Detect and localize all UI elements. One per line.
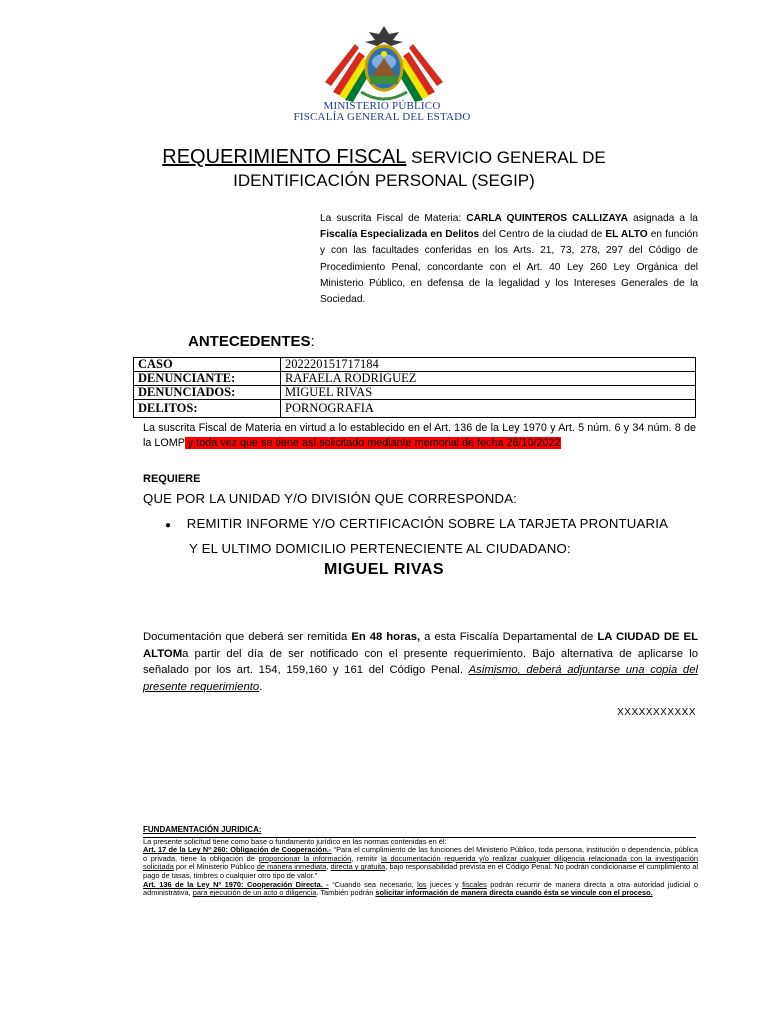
requiere-line-2: REMITIR INFORME Y/O CERTIFICACIÓN SOBRE LA TARJETA PRONTUARIA bbox=[186, 516, 669, 531]
title-main: REQUERIMIENTO FISCAL bbox=[162, 146, 407, 168]
fiscal-name: CARLA QUINTEROS CALLIZAYA bbox=[466, 213, 628, 224]
bullet-icon: ● bbox=[165, 520, 172, 531]
copy-note: Asimismo, deberá adjuntarse una copia del presente requerimiento bbox=[143, 664, 698, 693]
art-136-paragraph bbox=[143, 881, 698, 898]
deadline: En 48 horas, bbox=[351, 631, 421, 643]
intro-text: del Centro de la ciudad de bbox=[479, 229, 606, 241]
highlighted-request-text: y toda vez que se tiene así solicitado mediante memorial de fecha 28/10/2022 bbox=[184, 436, 561, 449]
art-text: “Cuando sea necesario, bbox=[328, 879, 418, 889]
intro-paragraph bbox=[320, 211, 698, 308]
case-table bbox=[133, 357, 696, 418]
fiscalia-general-name: FISCALÍA GENERAL DEL ESTADO bbox=[293, 111, 471, 123]
art-17-title: Art. 17 de la Ley Nº 260: Obligación de Cooperación.- bbox=[143, 845, 332, 855]
antecedentes-label: ANTECEDENTES bbox=[188, 333, 311, 350]
document-title bbox=[0, 146, 768, 169]
art-text: jueces y bbox=[426, 879, 463, 889]
fundamentacion-title: FUNDAMENTACIÓN JURIDICA: bbox=[143, 825, 262, 834]
requiere-heading: REQUIERE bbox=[143, 473, 201, 485]
fundamentacion-intro: La presente solicitud tiene como base o fundamento jurídico en las normas contenidas en él: bbox=[143, 836, 447, 846]
table-row bbox=[134, 386, 696, 400]
art-text: solicitar información de manera directa cuando ésta se vincule con el proceso. bbox=[375, 888, 653, 898]
requiere-line-3: Y EL ULTIMO DOMICILIO PERTENECIENTE AL CIUDADANO: bbox=[189, 541, 571, 556]
art-text: para ejecución de un acto o diligencia bbox=[192, 888, 317, 898]
table-row bbox=[134, 372, 696, 386]
table-row bbox=[134, 400, 696, 418]
case-key: DENUNCIANTE: bbox=[134, 372, 281, 386]
document-title-line2: IDENTIFICACIÓN PERSONAL (SEGIP) bbox=[233, 171, 535, 190]
art-text: , bbox=[326, 862, 331, 872]
signature-placeholder: XXXXXXXXXXX bbox=[617, 707, 696, 718]
fundamentacion-divider bbox=[143, 837, 696, 838]
intro-text: La suscrita Fiscal de Materia: bbox=[320, 213, 467, 224]
art-17-paragraph bbox=[143, 846, 698, 880]
title-rest: SERVICIO GENERAL DE bbox=[406, 148, 606, 167]
intro-text: en función y con las facultades conferidas en los Arts. 21, 73, 278, 297 del Código de Procedimiento Penal, concordante con el Art. 40 Ley 260 Ley Orgánica del Ministerio Público, en defensa de la legalidad y los Intereses Generales de la Sociedad. bbox=[320, 229, 698, 306]
case-key: CASO bbox=[134, 358, 281, 372]
documentation-paragraph bbox=[143, 629, 698, 695]
case-key: DENUNCIADOS: bbox=[134, 386, 281, 400]
intro-text: asignada a la bbox=[627, 213, 698, 224]
art-text: por el Ministerio Público bbox=[173, 862, 257, 872]
city-name: EL ALTO bbox=[605, 229, 648, 241]
bolivia-coat-of-arms-icon bbox=[325, 22, 443, 104]
art-text: fiscales bbox=[462, 879, 487, 889]
subject-name: MIGUEL RIVAS bbox=[323, 561, 445, 578]
case-value: MIGUEL RIVAS bbox=[281, 386, 696, 400]
city-department: LA CIUDAD DE EL ALTOM bbox=[143, 631, 698, 660]
art-text: , remitir bbox=[351, 853, 382, 863]
art-text: de manera inmediata bbox=[256, 862, 327, 872]
antecedentes-colon: : bbox=[310, 333, 315, 350]
table-row bbox=[134, 358, 696, 372]
case-key: DELITOS: bbox=[134, 400, 281, 418]
case-value: PORNOGRAFIA bbox=[281, 400, 696, 418]
art-text: “Para el cumplimiento de las funciones del Ministerio Público, toda persona, institución o dependencia, pública o privada, tiene la obligación de bbox=[143, 845, 698, 863]
legal-text: La suscrita Fiscal de Materia en virtud a lo establecido en el Art. 136 de la Ley 1970 y Art. 5 núm. 6 y 34 núm. 8 de la LOMP bbox=[143, 422, 696, 449]
legal-basis-paragraph bbox=[143, 421, 696, 450]
requiere-bullet-item bbox=[165, 516, 668, 531]
art-text: podrán recurrir de manera directa a otra autoridad judicial o administrativa, bbox=[143, 879, 699, 898]
doc-text: . bbox=[259, 680, 263, 693]
art-text: , bajo responsabilidad prevista en el Código Penal. No podrán condicionarse el cumplimiento al pago de tasas, timbres o cualquier otro tipo de valor.” bbox=[143, 862, 699, 880]
case-value: 202220151717184 bbox=[281, 358, 696, 372]
art-text: directa y gratuita bbox=[330, 862, 386, 872]
ministry-name: MINISTERIO PÚBLICO bbox=[323, 100, 441, 112]
art-text: los bbox=[417, 879, 427, 889]
art-text: la documentación requerida y/o realizar cualquier diligencia relacionada con la investigación solicitada bbox=[143, 853, 698, 872]
case-value: RAFAELA RODRIGUEZ bbox=[281, 372, 696, 386]
doc-text: a esta Fiscalía Departamental de bbox=[420, 631, 598, 643]
requiere-line-1: QUE POR LA UNIDAD Y/O DIVISIÓN QUE CORRESPONDA: bbox=[143, 491, 518, 506]
art-text: proporcionar la información bbox=[258, 853, 352, 863]
doc-text: Documentación que deberá ser remitida bbox=[143, 631, 352, 643]
fiscalia-name: Fiscalía Especializada en Delitos bbox=[320, 229, 480, 241]
antecedentes-heading bbox=[188, 333, 315, 350]
doc-text: a partir del día de ser notificado con el presente requerimiento. Bajo alternativa de aplicarse lo señalado por los art. 154, 159,160 y 161 del Código Penal. bbox=[143, 647, 698, 676]
art-text: . También podrán bbox=[316, 888, 376, 898]
art-136-title: Art. 136 de la Ley Nº 1970: Cooperación Directa. - bbox=[143, 879, 329, 889]
